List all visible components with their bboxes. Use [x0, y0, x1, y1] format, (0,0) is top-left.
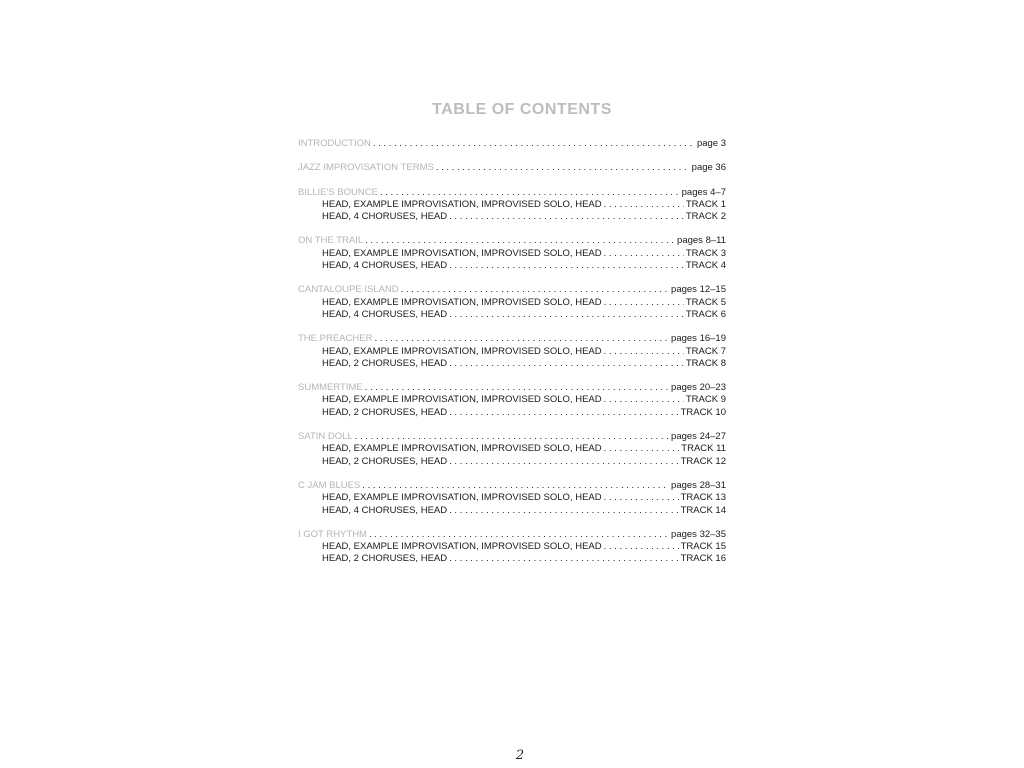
- dot-leader: [449, 505, 678, 517]
- toc-track-row: [298, 309, 726, 321]
- toc-track-row-label: HEAD, 4 CHORUSES, HEAD: [322, 260, 448, 272]
- toc-track-row: [298, 505, 726, 517]
- toc-title-row-label: I GOT RHYTHM: [298, 528, 367, 540]
- toc-title-row-label: BILLIE'S BOUNCE: [298, 186, 378, 198]
- toc-track-row-label: HEAD, 2 CHORUSES, HEAD: [322, 357, 448, 369]
- toc-track-row: [298, 456, 726, 468]
- dot-leader: [449, 309, 684, 321]
- toc-track-row-label: HEAD, EXAMPLE IMPROVISATION, IMPROVISED SOLO, HEAD: [322, 247, 602, 259]
- toc-title-row-ref: pages 28–31: [671, 479, 726, 491]
- toc-title-row-label: SATIN DOLL: [298, 431, 353, 443]
- dot-leader: [604, 394, 684, 406]
- toc-track-row: [298, 358, 726, 370]
- toc-track-row-label: HEAD, EXAMPLE IMPROVISATION, IMPROVISED SOLO, HEAD: [322, 198, 602, 210]
- toc-track-row-ref: TRACK 3: [685, 247, 726, 259]
- toc-track-row: [298, 394, 726, 406]
- toc-track-row: [298, 260, 726, 272]
- toc-track-row-ref: TRACK 2: [685, 211, 726, 223]
- toc-entry: [298, 382, 726, 419]
- toc-track-row-ref: TRACK 7: [685, 345, 726, 357]
- toc-title-row: [298, 431, 726, 443]
- toc-track-row-label: HEAD, 2 CHORUSES, HEAD: [322, 455, 448, 467]
- toc-entry: [298, 138, 726, 150]
- toc-title-row-ref: pages 12–15: [671, 284, 726, 296]
- toc-track-row-ref: TRACK 9: [685, 394, 726, 406]
- toc-track-row-ref: TRACK 15: [680, 541, 726, 553]
- dot-leader: [604, 248, 684, 260]
- dot-leader: [374, 333, 669, 345]
- toc-title-row-ref: pages 32–35: [671, 528, 726, 540]
- toc-title-row-ref: page 36: [691, 162, 726, 174]
- dot-leader: [604, 541, 679, 553]
- toc-title-row: [298, 162, 726, 174]
- dot-leader: [373, 138, 695, 150]
- dot-leader: [604, 492, 679, 504]
- toc-title-row-label: THE PREACHER: [298, 333, 373, 345]
- toc-track-row-ref: TRACK 10: [680, 406, 726, 418]
- toc-track-row-ref: TRACK 12: [680, 455, 726, 467]
- toc-track-row-label: HEAD, 2 CHORUSES, HEAD: [322, 406, 448, 418]
- toc-title-row-label: C JAM BLUES: [298, 479, 361, 491]
- toc-track-row-label: HEAD, 4 CHORUSES, HEAD: [322, 308, 448, 320]
- toc-track-row-ref: TRACK 14: [680, 504, 726, 516]
- toc-track-row: [298, 297, 726, 309]
- dot-leader: [436, 162, 690, 174]
- page-title: TABLE OF CONTENTS: [432, 101, 612, 118]
- toc-track-row-ref: TRACK 13: [680, 492, 726, 504]
- toc-track-row-ref: TRACK 6: [685, 308, 726, 320]
- dot-leader: [604, 443, 680, 455]
- table-of-contents: [298, 138, 726, 578]
- dot-leader: [380, 187, 680, 199]
- toc-entry: [298, 284, 726, 321]
- dot-leader: [449, 456, 678, 468]
- toc-track-row: [298, 492, 726, 504]
- toc-entry: [298, 431, 726, 468]
- toc-track-row-label: HEAD, 2 CHORUSES, HEAD: [322, 553, 448, 565]
- toc-entry: [298, 529, 726, 566]
- toc-track-row-ref: TRACK 5: [685, 296, 726, 308]
- dot-leader: [362, 480, 669, 492]
- toc-track-row-ref: TRACK 16: [680, 553, 726, 565]
- toc-track-row-label: HEAD, EXAMPLE IMPROVISATION, IMPROVISED SOLO, HEAD: [322, 345, 602, 357]
- toc-track-row: [298, 211, 726, 223]
- toc-track-row-ref: TRACK 8: [685, 357, 726, 369]
- toc-track-row-label: HEAD, 4 CHORUSES, HEAD: [322, 211, 448, 223]
- toc-track-row-label: HEAD, EXAMPLE IMPROVISATION, IMPROVISED SOLO, HEAD: [322, 492, 602, 504]
- toc-title-row: [298, 138, 726, 150]
- dot-leader: [449, 211, 684, 223]
- toc-title-row-ref: page 3: [696, 138, 726, 149]
- dot-leader: [355, 431, 669, 443]
- toc-track-row: [298, 407, 726, 419]
- toc-title-row-label: SUMMERTIME: [298, 382, 363, 394]
- toc-entry: [298, 235, 726, 272]
- toc-track-row: [298, 346, 726, 358]
- toc-track-row: [298, 248, 726, 260]
- page-number: 2: [515, 748, 525, 763]
- toc-track-row-label: HEAD, EXAMPLE IMPROVISATION, IMPROVISED SOLO, HEAD: [322, 443, 602, 455]
- dot-leader: [365, 382, 669, 394]
- toc-title-row: [298, 187, 726, 199]
- toc-entry: [298, 162, 726, 174]
- toc-track-row-label: HEAD, 4 CHORUSES, HEAD: [322, 504, 448, 516]
- toc-track-row-ref: TRACK 1: [685, 198, 726, 210]
- toc-title-row-ref: pages 4–7: [681, 186, 726, 198]
- dot-leader: [604, 199, 684, 211]
- toc-title-row: [298, 333, 726, 345]
- toc-title-row-ref: pages 16–19: [671, 333, 726, 345]
- toc-title-row-ref: pages 24–27: [671, 431, 726, 443]
- toc-title-row-ref: pages 20–23: [671, 382, 726, 394]
- toc-title-row-ref: pages 8–11: [677, 235, 726, 247]
- toc-entry: [298, 187, 726, 224]
- toc-title-row-label: INTRODUCTION: [298, 138, 371, 149]
- toc-track-row-ref: TRACK 11: [681, 443, 726, 455]
- toc-title-row-label: CANTALOUPE ISLAND: [298, 284, 399, 296]
- toc-title-row-label: ON THE TRAIL: [298, 235, 364, 247]
- toc-track-row-label: HEAD, EXAMPLE IMPROVISATION, IMPROVISED SOLO, HEAD: [322, 541, 602, 553]
- toc-track-row: [298, 541, 726, 553]
- toc-track-row-label: HEAD, EXAMPLE IMPROVISATION, IMPROVISED SOLO, HEAD: [322, 394, 602, 406]
- dot-leader: [604, 346, 684, 358]
- toc-title-row: [298, 529, 726, 541]
- toc-entry: [298, 333, 726, 370]
- dot-leader: [449, 358, 684, 370]
- toc-track-row: [298, 199, 726, 211]
- dot-leader: [449, 553, 678, 565]
- toc-title-row: [298, 480, 726, 492]
- toc-track-row: [298, 443, 726, 455]
- dot-leader: [401, 284, 669, 296]
- toc-track-row-ref: TRACK 4: [685, 260, 726, 272]
- dot-leader: [365, 235, 675, 247]
- toc-track-row-label: HEAD, EXAMPLE IMPROVISATION, IMPROVISED SOLO, HEAD: [322, 296, 602, 308]
- toc-title-row: [298, 284, 726, 296]
- dot-leader: [604, 297, 684, 309]
- dot-leader: [449, 407, 678, 419]
- dot-leader: [449, 260, 684, 272]
- toc-track-row: [298, 553, 726, 565]
- toc-title-row-label: JAZZ IMPROVISATION TERMS: [298, 162, 434, 174]
- dot-leader: [369, 529, 669, 541]
- toc-title-row: [298, 235, 726, 247]
- toc-title-row: [298, 382, 726, 394]
- toc-entry: [298, 480, 726, 517]
